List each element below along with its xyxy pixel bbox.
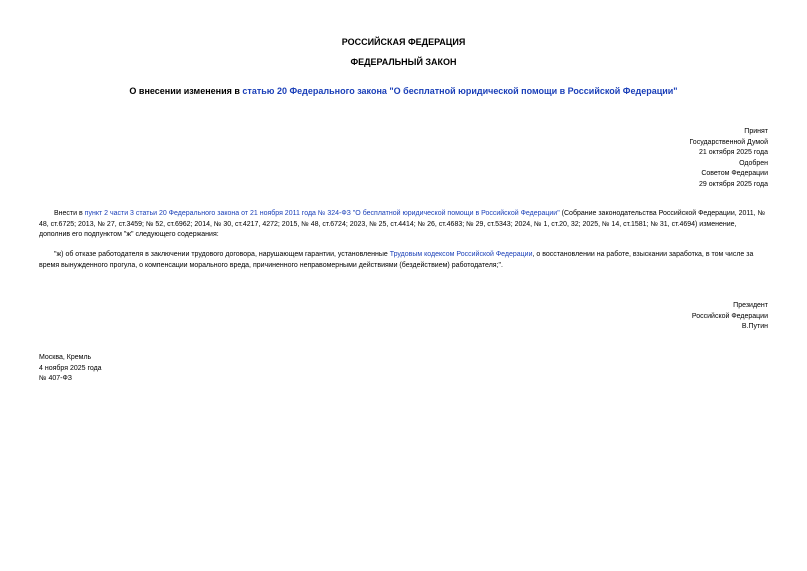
law-number: № 407-ФЗ <box>39 375 73 382</box>
law-title-link[interactable]: статью 20 Федерального закона "О бесплатной юридической помощи в Российской Федерации" <box>242 86 678 96</box>
approved-date: 29 октября 2025 года <box>699 180 768 188</box>
adopted-label: Принят <box>744 128 768 135</box>
p2-labor-code-link[interactable]: Трудовым кодексом Российской Федерации <box>389 251 533 258</box>
approved-label: Одобрен <box>739 159 768 167</box>
country-heading: РОССИЙСКАЯ ФЕДЕРАЦИЯ <box>341 37 466 47</box>
body-paragraph-2 <box>39 250 768 271</box>
adoption-block <box>689 127 768 190</box>
law-title-prefix: О внесении изменения в <box>129 86 243 96</box>
doc-type-heading: ФЕДЕРАЛЬНЫЙ ЗАКОН <box>350 57 457 67</box>
signature-name: В.Путин <box>741 323 768 330</box>
adopted-date: 21 октября 2025 года <box>699 149 768 156</box>
p1-law-link[interactable]: пункт 2 части 3 статьи 20 Федерального закона от 21 ноября 2011 года № 324-ФЗ "О бесплатной юридической помощи в Российской Федерации" <box>84 210 560 217</box>
body-paragraph-1 <box>39 209 768 241</box>
sign-date: 4 ноября 2025 года <box>39 364 102 372</box>
approved-by: Советом Федерации <box>701 170 768 177</box>
place-date-block <box>39 353 102 385</box>
adopted-by: Государственной Думой <box>689 138 768 146</box>
p2-suffix: , о восстановлении на работе, взыскании заработка, в том числе за время вынужденного прогула, о компенсации морального вреда, причиненного неправомерными действиями (бездействием) работодателя;". <box>39 251 754 269</box>
signature-title: Президент <box>733 302 768 309</box>
p1-suffix: (Собрание законодательства Российской Федерации, 2011, № 48, ст.6725; 2013, № 27, ст.3459; № 52, ст.6962; 2014, № 30, ст.4217, 4272; 2015, № 48, ст.6724; 2023, № 25, ст.4414; № 26, ст.4683; № 29, ст.5343; 2024, № 1, ст.20, 32; 2025, № 14, ст.1581; № 31, ст.4694) изменение, дополнив его подпунктом "ж" следующего содержания: <box>39 210 766 238</box>
law-title <box>0 86 807 96</box>
place: Москва, Кремль <box>39 354 92 361</box>
p2-prefix: "ж) об отказе работодателя в заключении трудового договора, нарушающем гарантии, установленные <box>54 251 390 258</box>
signature-block <box>692 301 768 333</box>
p1-prefix: Внести в <box>54 210 85 217</box>
signature-org: Российской Федерации <box>691 312 768 320</box>
